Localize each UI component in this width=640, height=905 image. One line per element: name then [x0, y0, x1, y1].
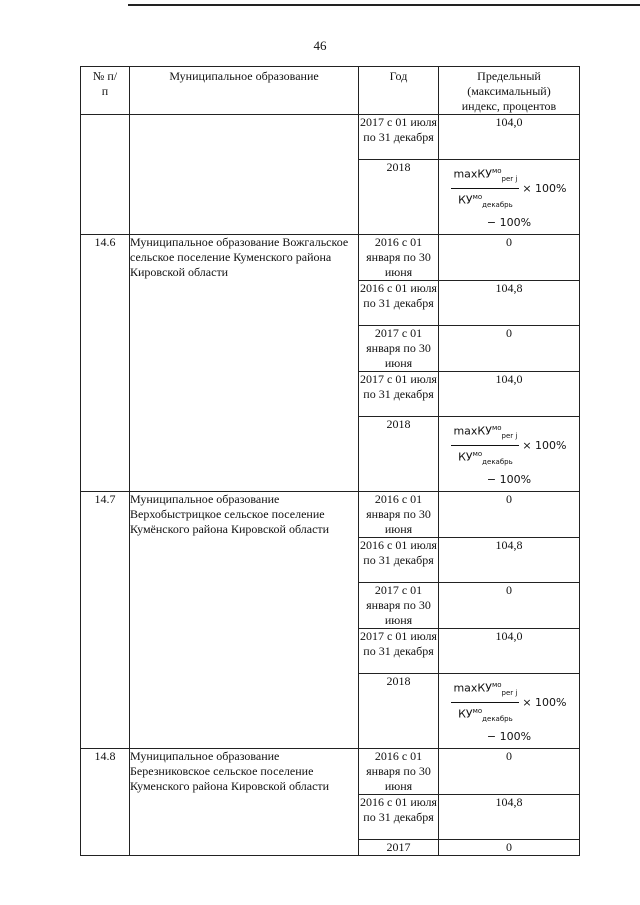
year-cell: 2016 с 01 января по 30 июня [359, 749, 439, 795]
formula-numerator: maxКУ [453, 681, 492, 695]
year-cell: 2016 с 01 июля по 31 декабря [359, 281, 439, 326]
table-row [81, 115, 580, 160]
header-index: Предельный (максимальный) индекс, процентов [439, 67, 580, 115]
table-body [81, 115, 580, 856]
year-cell: 2016 с 01 июля по 31 декабря [359, 795, 439, 840]
formula-denominator: КУ [458, 450, 473, 464]
index-cell: 104,0 [439, 115, 580, 160]
year-cell: 2016 с 01 июля по 31 декабря [359, 538, 439, 583]
year-cell: 2018 [359, 160, 439, 235]
formula-denominator: КУ [458, 707, 473, 721]
year-cell: 2017 с 01 июля по 31 декабря [359, 372, 439, 417]
municipality-name: Муниципальное образование Вожгальское сельское поселение Куменского района Кировской области [130, 235, 359, 492]
municipality-name: Муниципальное образование Верхобыстрицкое сельское поселение Кумёнского района Кировской области [130, 492, 359, 749]
formula-minus: − 100% [486, 729, 532, 743]
row-number [81, 115, 130, 235]
formula-numerator: maxКУ [453, 167, 492, 181]
header-year: Год [359, 67, 439, 115]
formula-num-sup: мо [491, 424, 502, 432]
year-cell: 2018 [359, 417, 439, 492]
formula-den-sup: мо [472, 449, 483, 458]
header-number: № п/п [81, 67, 130, 115]
formula-multiplier: × 100% [522, 695, 567, 709]
formula-multiplier: × 100% [522, 181, 567, 195]
year-cell: 2018 [359, 674, 439, 749]
index-cell: 0 [439, 749, 580, 795]
index-cell: 104,0 [439, 629, 580, 674]
index-cell [439, 417, 580, 492]
header-municipality: Муниципальное образование [130, 67, 359, 115]
index-table [80, 66, 580, 856]
index-formula [439, 417, 579, 487]
index-formula [439, 674, 579, 744]
table-row [81, 235, 580, 281]
index-cell: 0 [439, 326, 580, 372]
formula-den-sub: декабрь [482, 714, 513, 723]
index-cell: 0 [439, 583, 580, 629]
formula-num-sub: per j [501, 688, 518, 697]
formula-minus: − 100% [486, 472, 532, 486]
row-number: 14.7 [81, 492, 130, 749]
index-cell: 104,8 [439, 538, 580, 583]
year-cell: 2017 с 01 января по 30 июня [359, 583, 439, 629]
row-number: 14.8 [81, 749, 130, 856]
index-cell: 0 [439, 840, 580, 856]
row-number: 14.6 [81, 235, 130, 492]
year-cell: 2017 с 01 июля по 31 декабря [359, 115, 439, 160]
index-cell: 0 [439, 235, 580, 281]
municipality-name: Муниципальное образование Березниковское сельское поселение Куменского района Кировской области [130, 749, 359, 856]
formula-numerator: maxКУ [453, 424, 492, 438]
top-rule [128, 4, 640, 6]
formula-denominator: КУ [458, 193, 473, 207]
year-cell: 2017 [359, 840, 439, 856]
municipality-name [130, 115, 359, 235]
formula-den-sub: декабрь [482, 200, 513, 209]
formula-den-sup: мо [472, 706, 483, 715]
index-formula [439, 160, 579, 230]
formula-num-sub: per j [501, 431, 518, 440]
formula-num-sub: per j [501, 174, 518, 183]
index-cell [439, 160, 580, 235]
year-cell: 2016 с 01 января по 30 июня [359, 492, 439, 538]
formula-den-sub: декабрь [482, 457, 513, 466]
index-cell: 104,0 [439, 372, 580, 417]
formula-num-sup: мо [491, 167, 502, 175]
index-cell [439, 674, 580, 749]
table-row [81, 749, 580, 795]
index-cell: 104,8 [439, 795, 580, 840]
formula-minus: − 100% [486, 215, 532, 229]
index-cell: 104,8 [439, 281, 580, 326]
page-number: 46 [313, 38, 327, 53]
table-row [81, 492, 580, 538]
formula-den-sup: мо [472, 192, 483, 201]
formula-num-sup: мо [491, 681, 502, 689]
year-cell: 2017 с 01 января по 30 июня [359, 326, 439, 372]
formula-multiplier: × 100% [522, 438, 567, 452]
year-cell: 2016 с 01 января по 30 июня [359, 235, 439, 281]
index-cell: 0 [439, 492, 580, 538]
year-cell: 2017 с 01 июля по 31 декабря [359, 629, 439, 674]
